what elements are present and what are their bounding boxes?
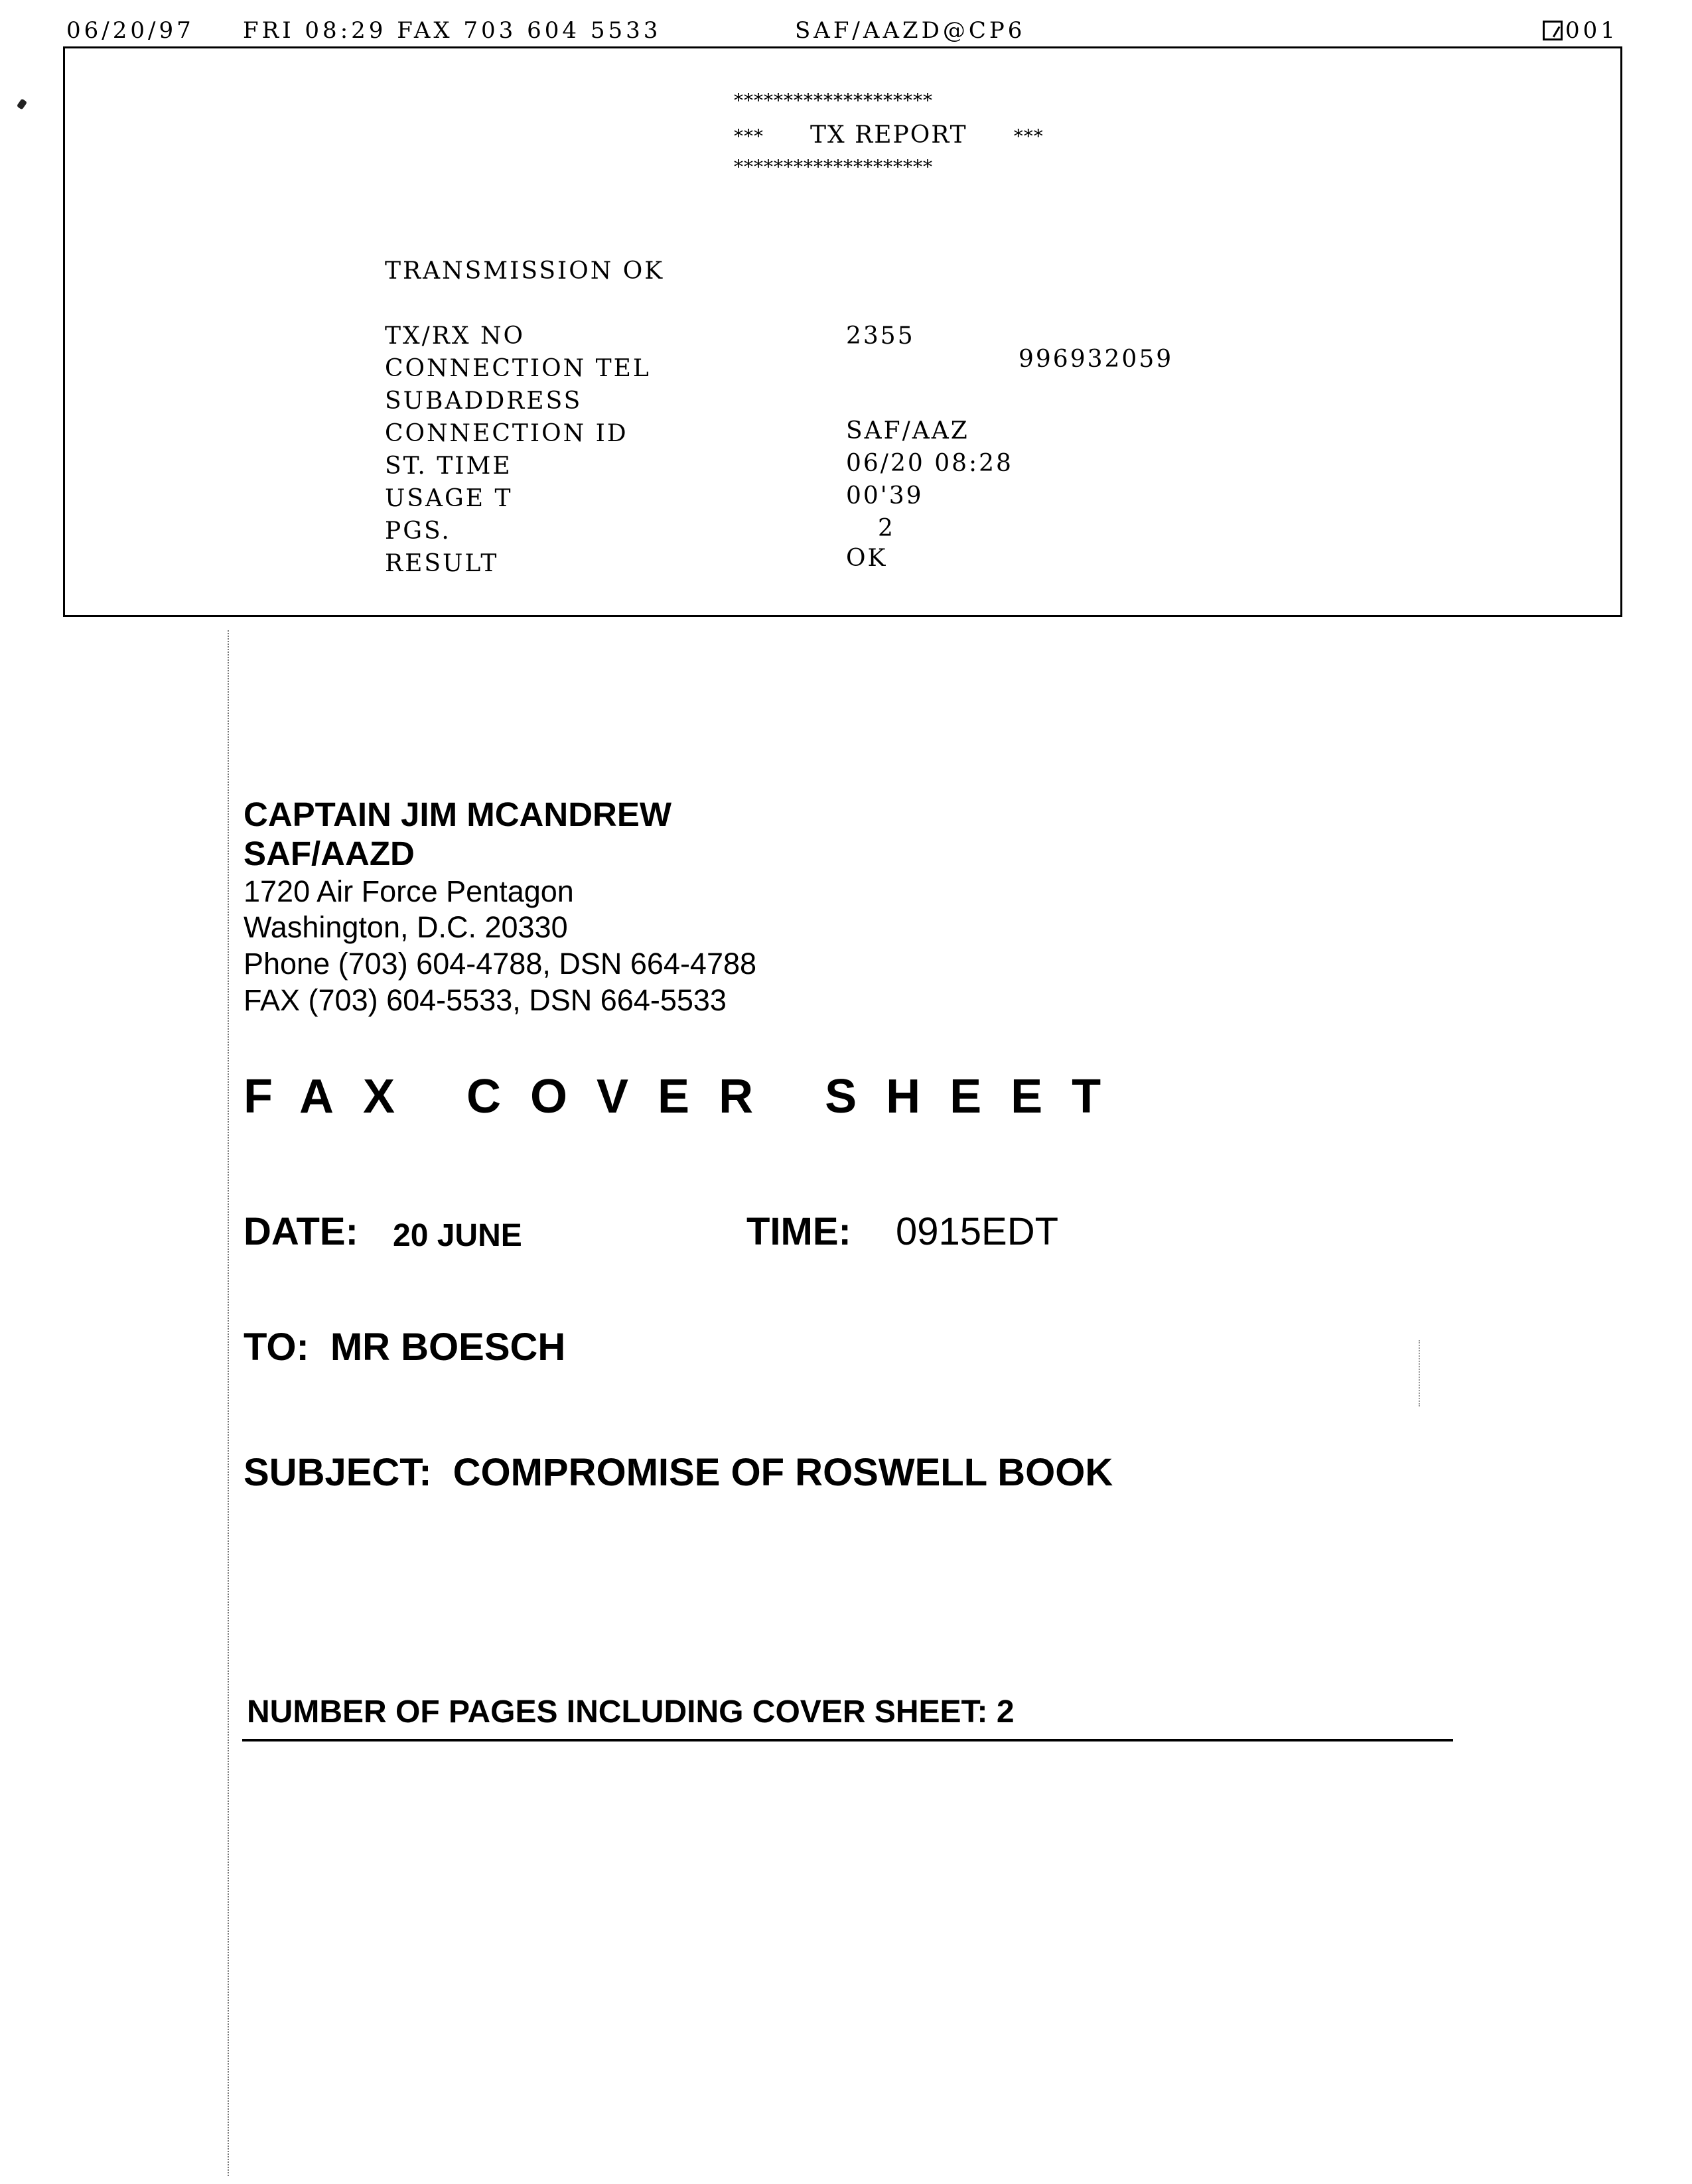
transmission-status: TRANSMISSION OK xyxy=(385,257,665,285)
tx-row-label: USAGE T xyxy=(385,485,513,512)
tx-row-start-time xyxy=(385,452,1513,486)
to-value: MR BOESCH xyxy=(330,1326,566,1369)
date-label: DATE: xyxy=(244,1210,358,1253)
tx-row-value: SAF/AAZ xyxy=(846,417,969,444)
sender-name: CAPTAIN JIM MCANDREW xyxy=(244,795,672,833)
tx-row-label: CONNECTION TEL xyxy=(385,355,651,382)
checkbox-icon xyxy=(1543,21,1563,40)
to-row xyxy=(244,1325,565,1369)
tx-row-pages xyxy=(385,517,1513,551)
sender-fax: FAX (703) 604-5533, DSN 664-5533 xyxy=(244,983,727,1017)
cover-sheet-title: FAX COVER SHEET xyxy=(244,1070,1131,1123)
fax-header-page xyxy=(1543,17,1618,44)
tx-row-value: 06/20 08:28 xyxy=(846,450,1013,477)
tx-row-value: 996932059 xyxy=(1019,346,1174,373)
to-label: TO: xyxy=(244,1326,309,1369)
margin-dotted-line xyxy=(228,630,229,2176)
tx-report-stars-top: ******************** xyxy=(734,90,933,111)
tx-row-value: 2355 xyxy=(846,322,915,350)
tx-row-connection-id xyxy=(385,417,1513,453)
margin-dotted-line-right xyxy=(1419,1340,1420,1406)
fax-header-line-info: FRI 08:29 FAX 703 604 5533 xyxy=(243,17,662,44)
tx-row-label: TX/RX NO xyxy=(385,322,525,350)
page-count: NUMBER OF PAGES INCLUDING COVER SHEET: 2 xyxy=(247,1694,1015,1730)
sender-address-line-2: Washington, D.C. 20330 xyxy=(244,910,568,944)
tx-row-value: 00'39 xyxy=(846,482,924,510)
tx-row-label: ST. TIME xyxy=(385,452,512,480)
fax-header-sender: SAF/AAZD@CP6 xyxy=(795,17,1026,44)
tx-row-value: 2 xyxy=(878,515,895,542)
sender-phone: Phone (703) 604-4788, DSN 664-4788 xyxy=(244,947,757,981)
page-count-rule xyxy=(242,1739,1453,1741)
tx-row-usage-time xyxy=(385,482,1513,518)
subject-label: SUBJECT: xyxy=(244,1451,432,1494)
tx-report-title: TX REPORT xyxy=(810,121,967,149)
fax-header-line xyxy=(0,0,1692,53)
sender-office: SAF/AAZD xyxy=(244,835,415,872)
title-stars-right: *** xyxy=(1013,125,1044,147)
tx-row-label: SUBADDRESS xyxy=(385,387,583,415)
tx-row-label: RESULT xyxy=(385,550,499,577)
tx-row-value: OK xyxy=(846,545,888,572)
title-stars-left: *** xyxy=(734,125,764,147)
tx-report-box xyxy=(63,46,1622,617)
date-value: 20 JUNE xyxy=(393,1218,522,1253)
fax-header-page-number: 001 xyxy=(1565,17,1618,44)
time-label: TIME: xyxy=(746,1210,851,1253)
subject-row xyxy=(244,1450,1113,1495)
tx-row-label: CONNECTION ID xyxy=(385,420,628,447)
sender-address-line-1: 1720 Air Force Pentagon xyxy=(244,874,574,908)
tx-row-subaddress xyxy=(385,387,1513,421)
tx-row-result xyxy=(385,545,1513,583)
tx-report-stars-bottom: ******************** xyxy=(734,156,933,178)
time-value: 0915EDT xyxy=(896,1210,1059,1253)
scan-speck xyxy=(17,98,27,109)
tx-report-title-row xyxy=(734,121,1044,149)
subject-value: COMPROMISE OF ROSWELL BOOK xyxy=(453,1451,1113,1494)
tx-row-txrx-no xyxy=(385,322,1513,356)
tx-row-label: PGS. xyxy=(385,517,451,545)
fax-header-date: 06/20/97 xyxy=(66,17,194,44)
tx-row-connection-tel xyxy=(385,346,1513,388)
